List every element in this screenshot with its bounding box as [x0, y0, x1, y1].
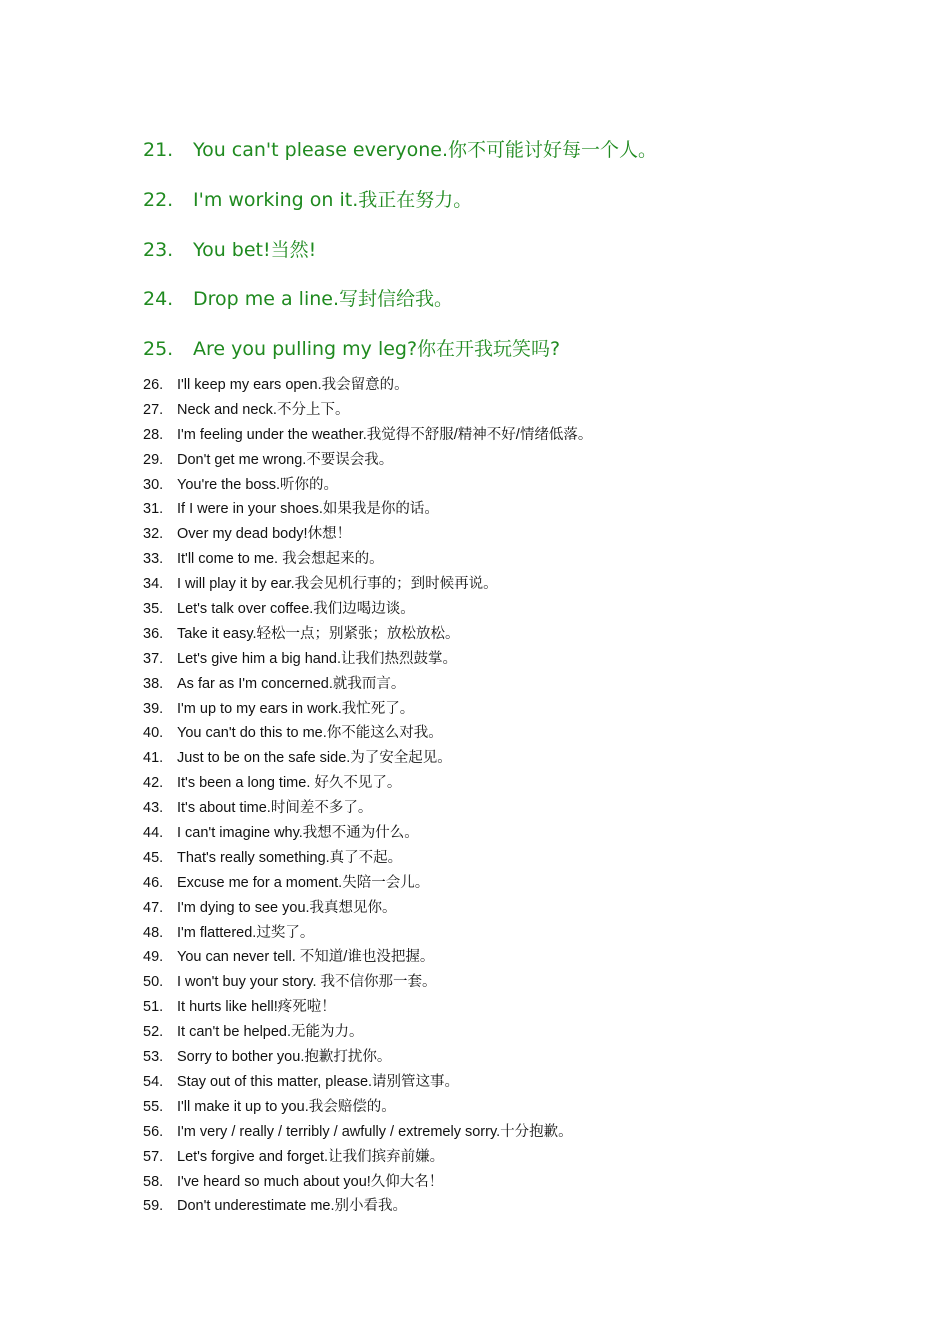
- list-item: [143, 1145, 592, 1170]
- item-number: 28.: [143, 426, 164, 443]
- item-text: I'll keep my ears open.我会留意的。: [177, 377, 409, 393]
- item-text: Stay out of this matter, please.请别管这事。: [177, 1073, 460, 1090]
- item-number: 36.: [143, 625, 164, 642]
- item-text: Don't get me wrong.不要误会我。: [177, 451, 394, 468]
- list-item: [143, 497, 592, 522]
- list-item: [143, 771, 592, 796]
- item-text: Neck and neck.不分上下。: [177, 401, 350, 418]
- item-text: I'm very / really / terribly / awfully / extremely sorry.十分抱歉。: [177, 1123, 573, 1140]
- item-text: It hurts like hell!疼死啦！: [177, 999, 336, 1016]
- list-item: [143, 234, 657, 284]
- list-item: [143, 1045, 592, 1070]
- list-item: [143, 672, 592, 697]
- list-item: [143, 184, 657, 234]
- list-item: [143, 945, 592, 970]
- item-number: 46.: [143, 874, 164, 891]
- item-text: I'm up to my ears in work.我忙死了。: [177, 700, 415, 717]
- list-item: [143, 1120, 592, 1145]
- list-item: [143, 622, 592, 647]
- list-item: [143, 846, 592, 871]
- item-text: Sorry to bother you.抱歉打扰你。: [177, 1049, 392, 1066]
- item-number: 44.: [143, 825, 164, 842]
- item-number: 23.: [143, 238, 174, 261]
- list-item: [143, 373, 592, 398]
- list-item: [143, 597, 592, 622]
- list-item: [143, 283, 657, 333]
- item-number: 37.: [143, 650, 164, 667]
- item-number: 58.: [143, 1173, 164, 1190]
- item-text: You're the boss.听你的。: [177, 476, 339, 493]
- item-text: Don't underestimate me.别小看我。: [177, 1198, 408, 1215]
- item-number: 49.: [143, 949, 164, 966]
- item-text: It can't be helped.无能为力。: [177, 1024, 364, 1041]
- list-item: [143, 1095, 592, 1120]
- item-number: 29.: [143, 451, 164, 468]
- item-number: 45.: [143, 849, 164, 866]
- list-item: [143, 134, 657, 184]
- list-item: [143, 398, 592, 423]
- item-number: 39.: [143, 700, 164, 717]
- list-item: [143, 423, 592, 448]
- item-number: 41.: [143, 750, 164, 767]
- item-number: 54.: [143, 1073, 164, 1090]
- list-item: [143, 572, 592, 597]
- item-number: 32.: [143, 526, 164, 543]
- item-number: 26.: [143, 377, 164, 393]
- item-text: I won't buy your story. 我不信你那一套。: [177, 974, 437, 991]
- list-item: [143, 871, 592, 896]
- item-text: Let's talk over coffee.我们边喝边谈。: [177, 601, 415, 618]
- item-text: Just to be on the safe side.为了安全起见。: [177, 750, 452, 767]
- item-text: Excuse me for a moment.失陪一会儿。: [177, 874, 430, 891]
- item-text: You can't please everyone.你不可能讨好每一个人。: [193, 139, 658, 161]
- item-text: It's been a long time. 好久不见了。: [177, 775, 402, 792]
- item-text: I'll make it up to you.我会赔偿的。: [177, 1098, 396, 1115]
- item-text: You can't do this to me.你不能这么对我。: [177, 725, 443, 742]
- item-text: You can never tell. 不知道/谁也没把握。: [177, 949, 435, 966]
- item-text: Take it easy.轻松一点；别紧张；放松放松。: [177, 625, 460, 642]
- item-text: I'm flattered.过奖了。: [177, 924, 315, 941]
- item-number: 34.: [143, 576, 164, 593]
- item-text: It'll come to me. 我会想起来的。: [177, 551, 384, 568]
- item-number: 52.: [143, 1024, 164, 1041]
- item-text: I'm working on it.我正在努力。: [193, 188, 473, 211]
- item-number: 57.: [143, 1148, 164, 1165]
- list-item: [143, 721, 592, 746]
- item-number: 33.: [143, 551, 164, 568]
- phrase-list: [143, 373, 592, 1219]
- item-number: 27.: [143, 401, 164, 418]
- item-text: Let's give him a big hand.让我们热烈鼓掌。: [177, 650, 457, 667]
- list-item: [143, 821, 592, 846]
- item-number: 25.: [143, 338, 174, 361]
- item-number: 42.: [143, 775, 164, 792]
- item-text: Are you pulling my leg?你在开我玩笑吗?: [193, 338, 561, 361]
- list-item: [143, 522, 592, 547]
- item-text: Let's forgive and forget.让我们摈弃前嫌。: [177, 1148, 445, 1165]
- item-number: 48.: [143, 924, 164, 941]
- list-item: [143, 448, 592, 473]
- item-text: Over my dead body!休想！: [177, 526, 352, 543]
- list-item: [143, 1070, 592, 1095]
- list-item: [143, 995, 592, 1020]
- list-item: [143, 697, 592, 722]
- item-number: 59.: [143, 1198, 164, 1215]
- list-item: [143, 970, 592, 995]
- item-number: 56.: [143, 1123, 164, 1140]
- item-number: 35.: [143, 601, 164, 618]
- item-text: That's really something.真了不起。: [177, 849, 403, 866]
- item-number: 53.: [143, 1049, 164, 1066]
- item-text: I can't imagine why.我想不通为什么。: [177, 825, 419, 842]
- item-number: 51.: [143, 999, 164, 1016]
- item-text: I've heard so much about you!久仰大名！: [177, 1173, 444, 1190]
- item-number: 43.: [143, 800, 164, 817]
- item-number: 47.: [143, 899, 164, 916]
- item-text: Drop me a line.写封信给我。: [193, 288, 453, 311]
- list-item: [143, 1194, 592, 1219]
- item-text: You bet!当然!: [193, 238, 317, 261]
- list-item: [143, 1020, 592, 1045]
- item-number: 30.: [143, 476, 164, 493]
- list-item: [143, 1170, 592, 1195]
- list-item: [143, 796, 592, 821]
- item-number: 50.: [143, 974, 164, 991]
- item-number: 24.: [143, 288, 174, 311]
- list-item: [143, 473, 592, 498]
- item-number: 38.: [143, 675, 164, 692]
- item-text: I'm feeling under the weather.我觉得不舒服/精神不好/情绪低落。: [177, 426, 593, 443]
- item-text: As far as I'm concerned.就我而言。: [177, 675, 406, 692]
- list-item: [143, 921, 592, 946]
- item-number: 40.: [143, 725, 164, 742]
- list-item: [143, 746, 592, 771]
- item-text: If I were in your shoes.如果我是你的话。: [177, 501, 439, 518]
- item-text: I will play it by ear.我会见机行事的；到时候再说。: [177, 576, 498, 593]
- item-text: It's about time.时间差不多了。: [177, 800, 373, 817]
- list-item: [143, 547, 592, 572]
- list-item: [143, 896, 592, 921]
- item-number: 31.: [143, 501, 164, 518]
- list-item: [143, 647, 592, 672]
- item-number: 21.: [143, 139, 174, 161]
- item-number: 22.: [143, 188, 174, 211]
- item-number: 55.: [143, 1098, 164, 1115]
- highlighted-phrase-list: [143, 134, 657, 383]
- item-text: I'm dying to see you.我真想见你。: [177, 899, 397, 916]
